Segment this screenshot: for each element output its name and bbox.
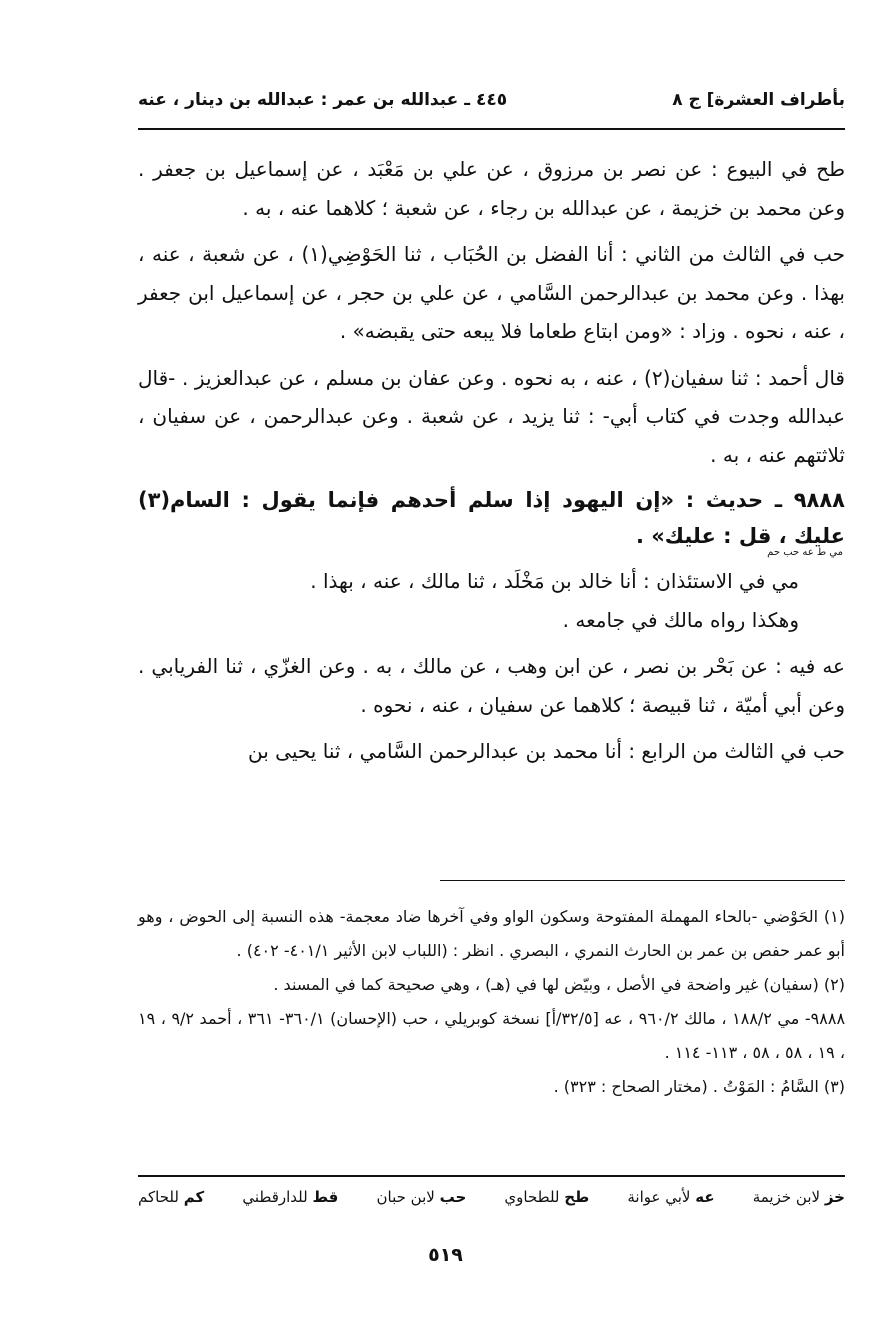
abbreviations-key <box>138 1188 845 1206</box>
abbr-item: خز لابن خزيمة <box>752 1188 845 1206</box>
paragraph-ahmad: قال أحمد : ثنا سفيان(٢) ، عنه ، به نحوه . وعن عفان بن مسلم ، عن عبدالعزيز . -قال عبدالله وجدت في كتاب أبي- : ثنا يزيد ، عن شعبة . وعن عبدالرحمن ، عن سفيان ، ثلاثتهم عنه ، به . <box>138 365 845 467</box>
footnote-rule <box>440 880 845 881</box>
hadith-sigla: مي ط عه حب حم <box>767 547 843 558</box>
paragraph-ibn-hibban: حب في الثالث من الثاني : أنا الفضل بن الحُبَاب ، ثنا الحَوْضِي(١) ، عن شعبة ، عنه ، بهذا . وعن محمد بن عبدالرحمن السَّامي ، عن علي بن حجر ، عن إسماعيل ابن جعفر ، عنه ، نحوه . وزاد : «ومن ابتاع طعاما فلا يبعه حتى يقبضه» . <box>138 242 845 343</box>
abbr-item: حب لابن حبان <box>376 1188 467 1206</box>
paragraph-ibn-hibban-2: حب في الثالث من الرابع : أنا محمد بن عبدالرحمن السَّامي ، ثنا يحيى بن <box>248 739 845 763</box>
abbr-item: عه لأبي عوانة <box>627 1188 715 1206</box>
footnote-sources: ٩٨٨٨- مي ١٨٨/٢ ، مالك ٩٦٠/٢ ، عه [٣٢/٥/أ] نسخة كوبريلي ، حب (الإحسان) ٣٦٠/١- ٣٦١ ، أحمد ٩/٢ ، ١٩ ، ١٩ ، ٥٨ ، ٥٨ ، ١١٣- ١١٤ . <box>138 1009 846 1062</box>
abbreviations-rule <box>138 1175 845 1177</box>
paragraph-abu-awana: عه فيه : عن بَحْر بن نصر ، عن ابن وهب ، عن مالك ، به . وعن الغزّي ، ثنا الفريابي . وعن أبي أميّة ، ثنا قبيصة ؛ كلاهما عن سفيان ، عنه ، نحوه . <box>138 654 845 717</box>
header-volume-title: بأطراف العشرة] ج ٨ <box>672 90 845 110</box>
page-number: ٥١٩ <box>428 1244 463 1266</box>
abbr-item: طح للطحاوي <box>504 1188 590 1206</box>
header-section-title: ٤٤٥ ـ عبدالله بن عمر : عبدالله بن دينار ، عنه <box>138 90 508 110</box>
paragraph-malik-note: وهكذا رواه مالك في جامعه . <box>562 607 799 632</box>
paragraph-tahawi: طح في البيوع : عن نصر بن مرزوق ، عن علي بن مَعْبَد ، عن إسماعيل بن جعفر . وعن محمد بن خزيمة ، عن عبدالله بن رجاء ، عن شعبة ؛ كلاهما عنه ، به . <box>138 157 845 220</box>
paragraph-darimi: مي في الاستئذان : أنا خالد بن مَخْلَد ، ثنا مالك ، عنه ، بهذا . <box>310 569 799 593</box>
header-rule <box>138 128 845 130</box>
footnote-3: (٣) السَّامُ : المَوْتُ . (مختار الصحاح : ٣٢٣) . <box>553 1077 845 1096</box>
footnotes <box>138 900 845 1104</box>
running-header <box>138 86 845 120</box>
main-text <box>138 150 845 771</box>
abbr-item: كم للحاكم <box>138 1188 205 1206</box>
footnote-2: (٢) (سفيان) غير واضحة في الأصل ، وبيّض لها في (هـ) ، وهي صحيحة كما في المسند . <box>273 975 845 994</box>
hadith-heading: ٩٨٨٨ ـ حديث : «إن اليهود إذا سلم أحدهم فإنما يقول : السام(٣) عليك ، قل : عليك» . <box>138 488 845 548</box>
footnote-1: (١) الحَوْضي -بالحاء المهملة المفتوحة وسكون الواو وفي آخرها ضاد معجمة- هذه النسبة إلى الحوض ، وهو أبو عمر حفص بن عمر بن الحارث النمري ، البصري . انظر : (اللباب لابن الأثير ٤٠١/١- ٤٠٢) . <box>138 907 845 960</box>
abbr-item: قط للدارقطني <box>242 1188 339 1206</box>
